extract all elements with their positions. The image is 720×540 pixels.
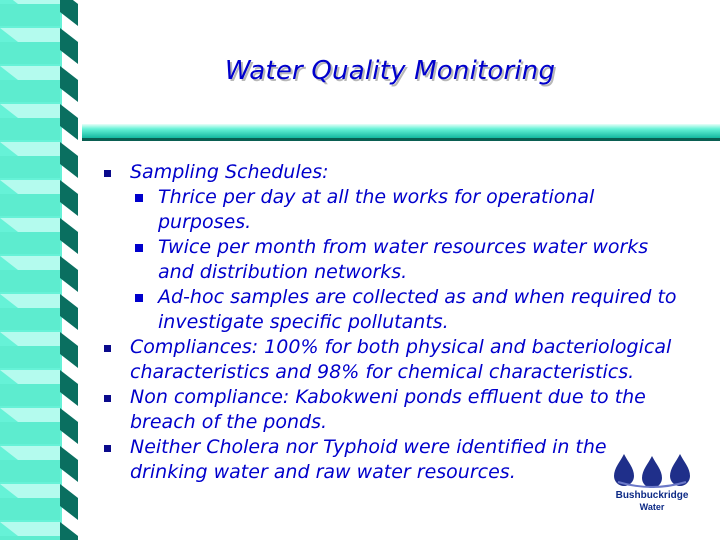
decorative-tile bbox=[0, 218, 78, 254]
bullet-line: drinking water and raw water resources. bbox=[130, 461, 516, 483]
decorative-tile bbox=[0, 446, 78, 482]
bullet-non-compliance bbox=[100, 385, 700, 435]
water-drops-icon bbox=[596, 452, 708, 492]
bullet-line: Compliances: 100% for both physical and bacteriological bbox=[130, 336, 672, 358]
decorative-tile bbox=[0, 28, 78, 64]
bullet-sampling-schedules bbox=[100, 160, 700, 185]
bullet-line: Non compliance: Kabokweni ponds effluent due to the bbox=[130, 386, 646, 408]
decorative-tile bbox=[0, 0, 78, 26]
bullet-line: purposes. bbox=[158, 211, 252, 233]
square-bullet-icon bbox=[135, 294, 143, 302]
decorative-tile bbox=[0, 180, 78, 216]
bullet-line: Sampling Schedules: bbox=[130, 161, 329, 183]
decorative-tile bbox=[0, 294, 78, 330]
bullet-compliances bbox=[100, 335, 700, 385]
bushbuckridge-water-logo bbox=[596, 452, 708, 516]
square-bullet-icon bbox=[135, 244, 143, 252]
decorative-tile bbox=[0, 66, 78, 102]
slide-title: Water Quality Monitoring bbox=[224, 56, 556, 86]
square-bullet-icon bbox=[104, 445, 111, 452]
title-rule-shadow bbox=[82, 138, 720, 141]
bullet-line: Ad-hoc samples are collected as and when required to bbox=[158, 286, 677, 308]
decorative-tile bbox=[0, 104, 78, 140]
logo-name: Bushbuckridge bbox=[615, 490, 689, 501]
sub-bullet-ad-hoc-samples bbox=[100, 285, 700, 335]
decorative-tile bbox=[0, 332, 78, 368]
decorative-tile bbox=[0, 522, 78, 540]
decorative-tile bbox=[0, 408, 78, 444]
side-band-tiles bbox=[0, 0, 82, 540]
decorative-side-band bbox=[0, 0, 82, 540]
logo-subtitle: Water bbox=[639, 502, 665, 512]
square-bullet-icon bbox=[104, 395, 111, 402]
square-bullet-icon bbox=[104, 170, 111, 177]
decorative-tile bbox=[0, 370, 78, 406]
decorative-tile bbox=[0, 484, 78, 520]
decorative-tile bbox=[0, 142, 78, 178]
bullet-line: breach of the ponds. bbox=[130, 411, 328, 433]
bullet-line: and distribution networks. bbox=[158, 261, 408, 283]
square-bullet-icon bbox=[104, 345, 111, 352]
bullet-line: investigate specific pollutants. bbox=[158, 311, 449, 333]
bullet-list bbox=[100, 160, 700, 485]
bullet-line: Twice per month from water resources water works bbox=[158, 236, 649, 258]
sub-bullet-thrice-per-day bbox=[100, 185, 700, 235]
sub-bullet-twice-per-month bbox=[100, 235, 700, 285]
bullet-line: characteristics and 98% for chemical characteristics. bbox=[130, 361, 635, 383]
square-bullet-icon bbox=[135, 194, 143, 202]
bullet-line: Thrice per day at all the works for operational bbox=[158, 186, 595, 208]
bullet-line: Neither Cholera nor Typhoid were identified in the bbox=[130, 436, 607, 458]
decorative-tile bbox=[0, 256, 78, 292]
title-rule bbox=[82, 124, 720, 138]
